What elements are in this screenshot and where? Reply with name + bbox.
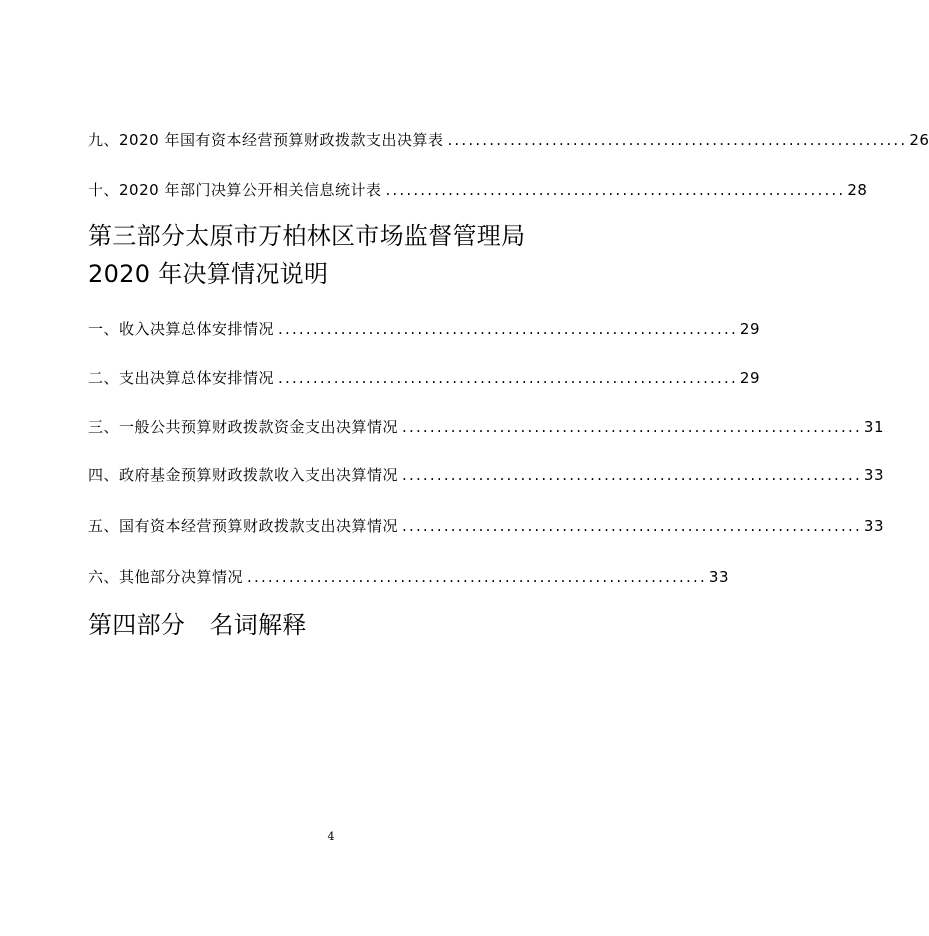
toc-entry[interactable] — [88, 362, 761, 388]
toc-leader-dots: .................................................................. — [402, 466, 862, 484]
toc-entry-title: 四、政府基金预算财政拨款收入支出决算情况 — [88, 466, 399, 484]
toc-entry-title: 五、国有资本经营预算财政拨款支出决算情况 — [88, 517, 399, 535]
toc-entry[interactable] — [88, 174, 868, 200]
toc-entry-page: 29 — [739, 369, 761, 387]
part4-heading: 第四部分 名词解释 — [88, 611, 307, 639]
toc-entry[interactable] — [88, 411, 885, 437]
part3-heading-line2: 2020 年决算情况说明 — [88, 260, 329, 288]
page-number: 4 — [327, 830, 335, 843]
toc-entry-title: 一、收入决算总体安排情况 — [88, 320, 275, 338]
toc-leader-dots: .................................................................. — [402, 517, 862, 535]
toc-entry-title: 十、2020 年部门决算公开相关信息统计表 — [88, 181, 382, 199]
toc-leader-dots: .................................................................. — [247, 568, 707, 586]
toc-entry-page: 33 — [863, 466, 885, 484]
toc-entry-title: 九、2020 年国有资本经营预算财政拨款支出决算表 — [88, 131, 444, 149]
toc-entry-page: 26 — [909, 131, 929, 149]
toc-entry-page: 28 — [847, 181, 868, 199]
toc-leader-dots: .................................................................. — [447, 131, 908, 149]
toc-entry[interactable] — [88, 459, 885, 485]
toc-entry-page: 31 — [863, 418, 885, 436]
toc-entry-page: 33 — [708, 568, 730, 586]
toc-entry-page: 33 — [863, 517, 885, 535]
part3-heading-line1: 第三部分太原市万柏林区市场监督管理局 — [88, 222, 526, 250]
toc-leader-dots: .................................................................. — [278, 369, 738, 387]
toc-entry[interactable] — [88, 510, 885, 536]
toc-leader-dots: .................................................................. — [402, 418, 862, 436]
toc-entry-title: 六、其他部分决算情况 — [88, 568, 244, 586]
toc-entry-page: 29 — [739, 320, 761, 338]
toc-leader-dots: .................................................................. — [278, 320, 738, 338]
toc-leader-dots: .................................................................. — [385, 181, 846, 199]
toc-entry[interactable] — [88, 561, 730, 587]
toc-entry-title: 三、一般公共预算财政拨款资金支出决算情况 — [88, 418, 399, 436]
toc-entry[interactable] — [88, 124, 929, 150]
toc-entry-title: 二、支出决算总体安排情况 — [88, 369, 275, 387]
toc-entry[interactable] — [88, 313, 761, 339]
